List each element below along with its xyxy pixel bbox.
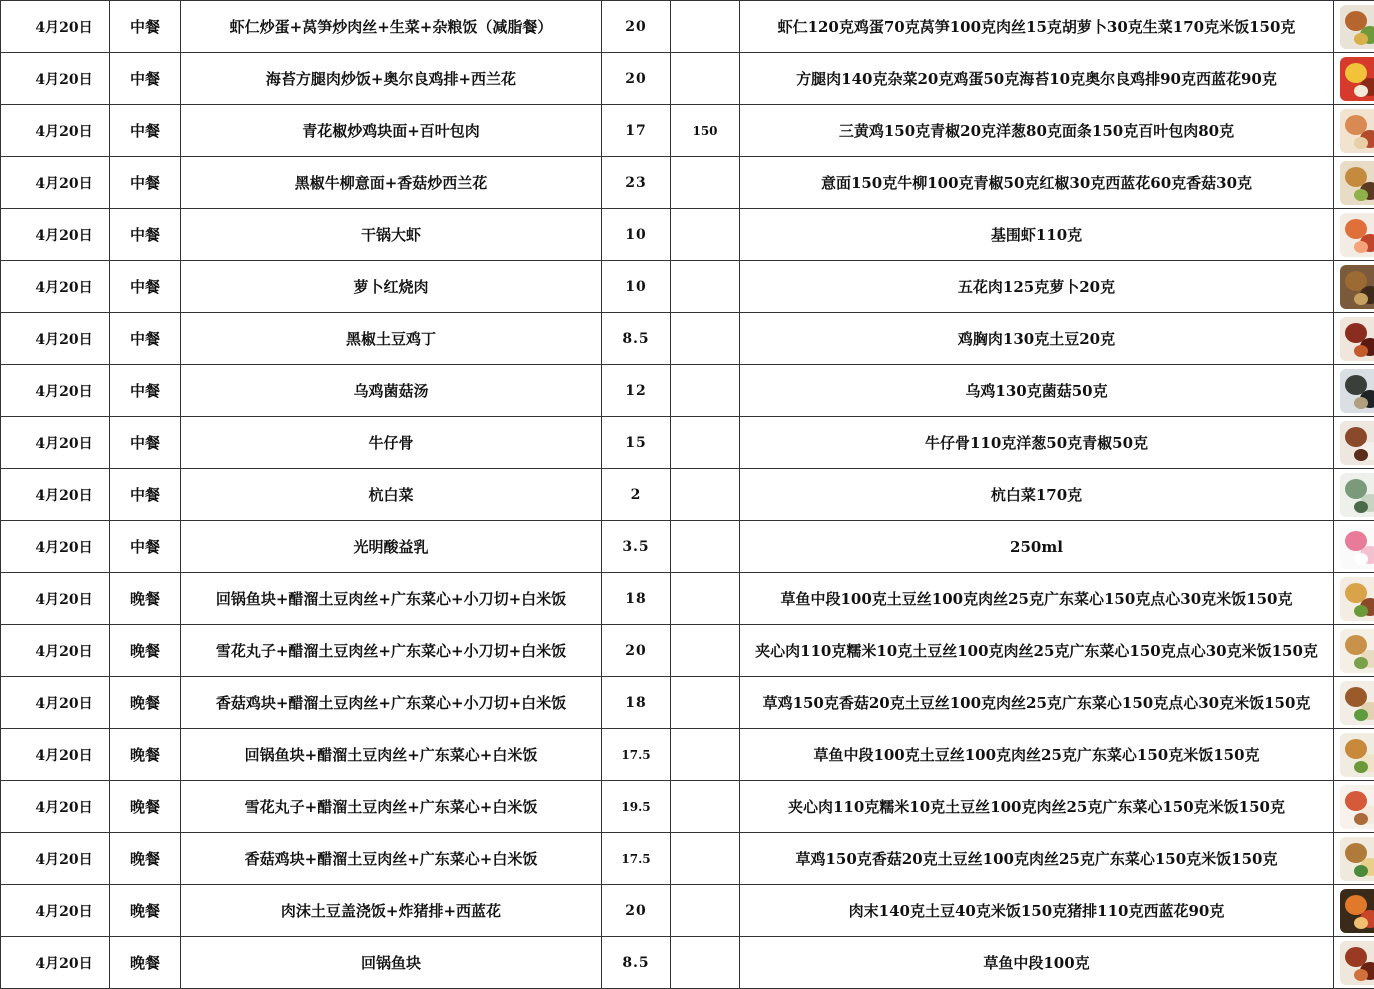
dish-photo — [1340, 837, 1374, 881]
dish-name-cell: 回锅鱼块 — [181, 937, 602, 989]
table-row — [1, 261, 1374, 313]
dish-photo — [1340, 421, 1374, 465]
ingredients-cell: 草鸡150克香菇20克土豆丝100克肉丝25克广东菜心150克米饭150克 — [740, 833, 1334, 885]
date-cell: 4月20日 — [1, 1, 110, 53]
meal-cell: 晚餐 — [110, 677, 181, 729]
dish-name-cell: 干锅大虾 — [181, 209, 602, 261]
photo-cell — [1334, 365, 1374, 417]
drink-photo — [1340, 525, 1374, 569]
dish-photo — [1340, 161, 1374, 205]
extra-cell — [671, 1, 740, 53]
price-cell: 19.5 — [602, 781, 671, 833]
date-cell: 4月20日 — [1, 53, 110, 105]
food-shape — [1354, 709, 1368, 721]
meal-cell: 中餐 — [110, 261, 181, 313]
price-cell: 10 — [602, 209, 671, 261]
table-row — [1, 677, 1374, 729]
price-cell: 18 — [602, 573, 671, 625]
dish-name-cell: 雪花丸子+醋溜土豆肉丝+广东菜心+小刀切+白米饭 — [181, 625, 602, 677]
dish-photo — [1340, 213, 1374, 257]
price-cell: 20 — [602, 885, 671, 937]
ingredients-cell: 意面150克牛柳100克青椒50克红椒30克西蓝花60克香菇30克 — [740, 157, 1334, 209]
date-cell: 4月20日 — [1, 677, 110, 729]
photo-cell — [1334, 157, 1374, 209]
price-cell: 17.5 — [602, 729, 671, 781]
food-shape — [1354, 553, 1368, 565]
date-cell: 4月20日 — [1, 937, 110, 989]
food-shape — [1354, 345, 1368, 357]
food-shape — [1354, 397, 1368, 409]
price-cell: 20 — [602, 1, 671, 53]
dish-photo — [1340, 577, 1374, 621]
price-cell: 20 — [602, 625, 671, 677]
meal-cell: 中餐 — [110, 417, 181, 469]
extra-cell — [671, 833, 740, 885]
food-shape — [1354, 969, 1368, 981]
table-row — [1, 573, 1374, 625]
food-shape — [1354, 293, 1368, 305]
food-shape — [1354, 449, 1368, 461]
food-shape — [1354, 761, 1368, 773]
ingredients-cell: 虾仁120克鸡蛋70克莴笋100克肉丝15克胡萝卜30克生菜170克米饭150克 — [740, 1, 1334, 53]
dish-name-cell: 香菇鸡块+醋溜土豆肉丝+广东菜心+小刀切+白米饭 — [181, 677, 602, 729]
extra-cell — [671, 209, 740, 261]
price-cell: 15 — [602, 417, 671, 469]
dish-name-cell: 回锅鱼块+醋溜土豆肉丝+广东菜心+小刀切+白米饭 — [181, 573, 602, 625]
dish-photo — [1340, 785, 1374, 829]
food-shape — [1354, 605, 1368, 617]
price-cell: 23 — [602, 157, 671, 209]
table-row — [1, 625, 1374, 677]
table-row — [1, 781, 1374, 833]
dish-name-cell: 肉沫土豆盖浇饭+炸猪排+西蓝花 — [181, 885, 602, 937]
date-cell: 4月20日 — [1, 469, 110, 521]
photo-cell — [1334, 1, 1374, 53]
dish-photo — [1340, 941, 1374, 985]
table-row — [1, 885, 1374, 937]
date-cell: 4月20日 — [1, 885, 110, 937]
extra-cell — [671, 313, 740, 365]
price-cell: 8.5 — [602, 937, 671, 989]
date-cell: 4月20日 — [1, 157, 110, 209]
dish-name-cell: 乌鸡菌菇汤 — [181, 365, 602, 417]
extra-cell — [671, 261, 740, 313]
dish-photo — [1340, 317, 1374, 361]
price-cell: 8.5 — [602, 313, 671, 365]
photo-cell — [1334, 521, 1374, 573]
dish-name-cell: 虾仁炒蛋+莴笋炒肉丝+生菜+杂粮饭（减脂餐） — [181, 1, 602, 53]
photo-cell — [1334, 105, 1374, 157]
extra-cell — [671, 469, 740, 521]
photo-cell — [1334, 261, 1374, 313]
dish-photo — [1340, 473, 1374, 517]
food-shape — [1354, 85, 1368, 97]
price-cell: 3.5 — [602, 521, 671, 573]
ingredients-cell: 方腿肉140克杂菜20克鸡蛋50克海苔10克奥尔良鸡排90克西蓝花90克 — [740, 53, 1334, 105]
dish-name-cell: 青花椒炒鸡块面+百叶包肉 — [181, 105, 602, 157]
dish-photo — [1340, 681, 1374, 725]
dish-name-cell: 杭白菜 — [181, 469, 602, 521]
photo-cell — [1334, 313, 1374, 365]
table-row — [1, 1, 1374, 53]
price-cell: 20 — [602, 53, 671, 105]
food-shape — [1354, 865, 1368, 877]
dish-name-cell: 雪花丸子+醋溜土豆肉丝+广东菜心+白米饭 — [181, 781, 602, 833]
dish-photo — [1340, 369, 1374, 413]
meal-cell: 中餐 — [110, 313, 181, 365]
ingredients-cell: 三黄鸡150克青椒20克洋葱80克面条150克百叶包肉80克 — [740, 105, 1334, 157]
food-shape — [1354, 189, 1368, 201]
extra-cell — [671, 521, 740, 573]
date-cell: 4月20日 — [1, 625, 110, 677]
price-cell: 12 — [602, 365, 671, 417]
table-row — [1, 469, 1374, 521]
dish-name-cell: 香菇鸡块+醋溜土豆肉丝+广东菜心+白米饭 — [181, 833, 602, 885]
table-row — [1, 53, 1374, 105]
menu-table-body — [1, 1, 1374, 989]
photo-cell — [1334, 729, 1374, 781]
meal-cell: 中餐 — [110, 53, 181, 105]
table-row — [1, 729, 1374, 781]
dish-name-cell: 回锅鱼块+醋溜土豆肉丝+广东菜心+白米饭 — [181, 729, 602, 781]
date-cell: 4月20日 — [1, 105, 110, 157]
date-cell: 4月20日 — [1, 365, 110, 417]
photo-cell — [1334, 937, 1374, 989]
meal-cell: 晚餐 — [110, 781, 181, 833]
ingredients-cell: 夹心肉110克糯米10克土豆丝100克肉丝25克广东菜心150克米饭150克 — [740, 781, 1334, 833]
extra-cell — [671, 625, 740, 677]
extra-cell: 150 — [671, 105, 740, 157]
extra-cell — [671, 365, 740, 417]
photo-cell — [1334, 417, 1374, 469]
ingredients-cell: 五花肉125克萝卜20克 — [740, 261, 1334, 313]
dish-photo — [1340, 109, 1374, 153]
meal-cell: 晚餐 — [110, 625, 181, 677]
meal-cell: 晚餐 — [110, 729, 181, 781]
photo-cell — [1334, 209, 1374, 261]
food-shape — [1354, 657, 1368, 669]
ingredients-cell: 草鸡150克香菇20克土豆丝100克肉丝25克广东菜心150克点心30克米饭150克 — [740, 677, 1334, 729]
table-row — [1, 365, 1374, 417]
ingredients-cell: 夹心肉110克糯米10克土豆丝100克肉丝25克广东菜心150克点心30克米饭150克 — [740, 625, 1334, 677]
dish-name-cell: 黑椒牛柳意面+香菇炒西兰花 — [181, 157, 602, 209]
ingredients-cell: 肉末140克土豆40克米饭150克猪排110克西蓝花90克 — [740, 885, 1334, 937]
extra-cell — [671, 677, 740, 729]
food-shape — [1354, 501, 1368, 513]
dish-photo — [1340, 889, 1374, 933]
ingredients-cell: 牛仔骨110克洋葱50克青椒50克 — [740, 417, 1334, 469]
price-cell: 2 — [602, 469, 671, 521]
meal-cell: 晚餐 — [110, 573, 181, 625]
photo-cell — [1334, 677, 1374, 729]
table-row — [1, 937, 1374, 989]
photo-cell — [1334, 469, 1374, 521]
dish-photo — [1340, 265, 1374, 309]
ingredients-cell: 草鱼中段100克土豆丝100克肉丝25克广东菜心150克米饭150克 — [740, 729, 1334, 781]
date-cell: 4月20日 — [1, 573, 110, 625]
dish-name-cell: 海苔方腿肉炒饭+奥尔良鸡排+西兰花 — [181, 53, 602, 105]
photo-cell — [1334, 573, 1374, 625]
food-shape — [1354, 917, 1368, 929]
date-cell: 4月20日 — [1, 833, 110, 885]
food-shape — [1354, 33, 1368, 45]
dish-name-cell: 牛仔骨 — [181, 417, 602, 469]
food-shape — [1354, 137, 1368, 149]
dish-photo — [1340, 733, 1374, 777]
dish-photo — [1340, 5, 1374, 49]
ingredients-cell: 鸡胸肉130克土豆20克 — [740, 313, 1334, 365]
extra-cell — [671, 53, 740, 105]
photo-cell — [1334, 885, 1374, 937]
date-cell: 4月20日 — [1, 261, 110, 313]
date-cell: 4月20日 — [1, 521, 110, 573]
meal-cell: 中餐 — [110, 209, 181, 261]
photo-cell — [1334, 833, 1374, 885]
ingredients-cell: 基围虾110克 — [740, 209, 1334, 261]
ingredients-cell: 草鱼中段100克 — [740, 937, 1334, 989]
date-cell: 4月20日 — [1, 417, 110, 469]
meal-cell: 中餐 — [110, 521, 181, 573]
food-shape — [1354, 241, 1368, 253]
extra-cell — [671, 781, 740, 833]
meal-cell: 中餐 — [110, 157, 181, 209]
table-row — [1, 313, 1374, 365]
ingredients-cell: 乌鸡130克菌菇50克 — [740, 365, 1334, 417]
extra-cell — [671, 937, 740, 989]
photo-cell — [1334, 781, 1374, 833]
extra-cell — [671, 157, 740, 209]
meal-cell: 晚餐 — [110, 833, 181, 885]
meal-cell: 中餐 — [110, 1, 181, 53]
price-cell: 17.5 — [602, 833, 671, 885]
table-row — [1, 833, 1374, 885]
date-cell: 4月20日 — [1, 313, 110, 365]
meal-cell: 晚餐 — [110, 937, 181, 989]
dish-name-cell: 黑椒土豆鸡丁 — [181, 313, 602, 365]
extra-cell — [671, 729, 740, 781]
ingredients-cell: 250ml — [740, 521, 1334, 573]
dish-photo — [1340, 629, 1374, 673]
meal-cell: 中餐 — [110, 105, 181, 157]
table-row — [1, 157, 1374, 209]
price-cell: 17 — [602, 105, 671, 157]
date-cell: 4月20日 — [1, 209, 110, 261]
table-row — [1, 105, 1374, 157]
dish-name-cell: 光明酸益乳 — [181, 521, 602, 573]
extra-cell — [671, 573, 740, 625]
price-cell: 10 — [602, 261, 671, 313]
table-row — [1, 521, 1374, 573]
meal-cell: 晚餐 — [110, 885, 181, 937]
extra-cell — [671, 885, 740, 937]
meal-cell: 中餐 — [110, 365, 181, 417]
photo-cell — [1334, 625, 1374, 677]
dish-name-cell: 萝卜红烧肉 — [181, 261, 602, 313]
table-row — [1, 209, 1374, 261]
dish-photo — [1340, 57, 1374, 101]
extra-cell — [671, 417, 740, 469]
table-row — [1, 417, 1374, 469]
price-cell: 18 — [602, 677, 671, 729]
ingredients-cell: 杭白菜170克 — [740, 469, 1334, 521]
ingredients-cell: 草鱼中段100克土豆丝100克肉丝25克广东菜心150克点心30克米饭150克 — [740, 573, 1334, 625]
meal-cell: 中餐 — [110, 469, 181, 521]
date-cell: 4月20日 — [1, 781, 110, 833]
food-shape — [1354, 813, 1368, 825]
date-cell: 4月20日 — [1, 729, 110, 781]
photo-cell — [1334, 53, 1374, 105]
